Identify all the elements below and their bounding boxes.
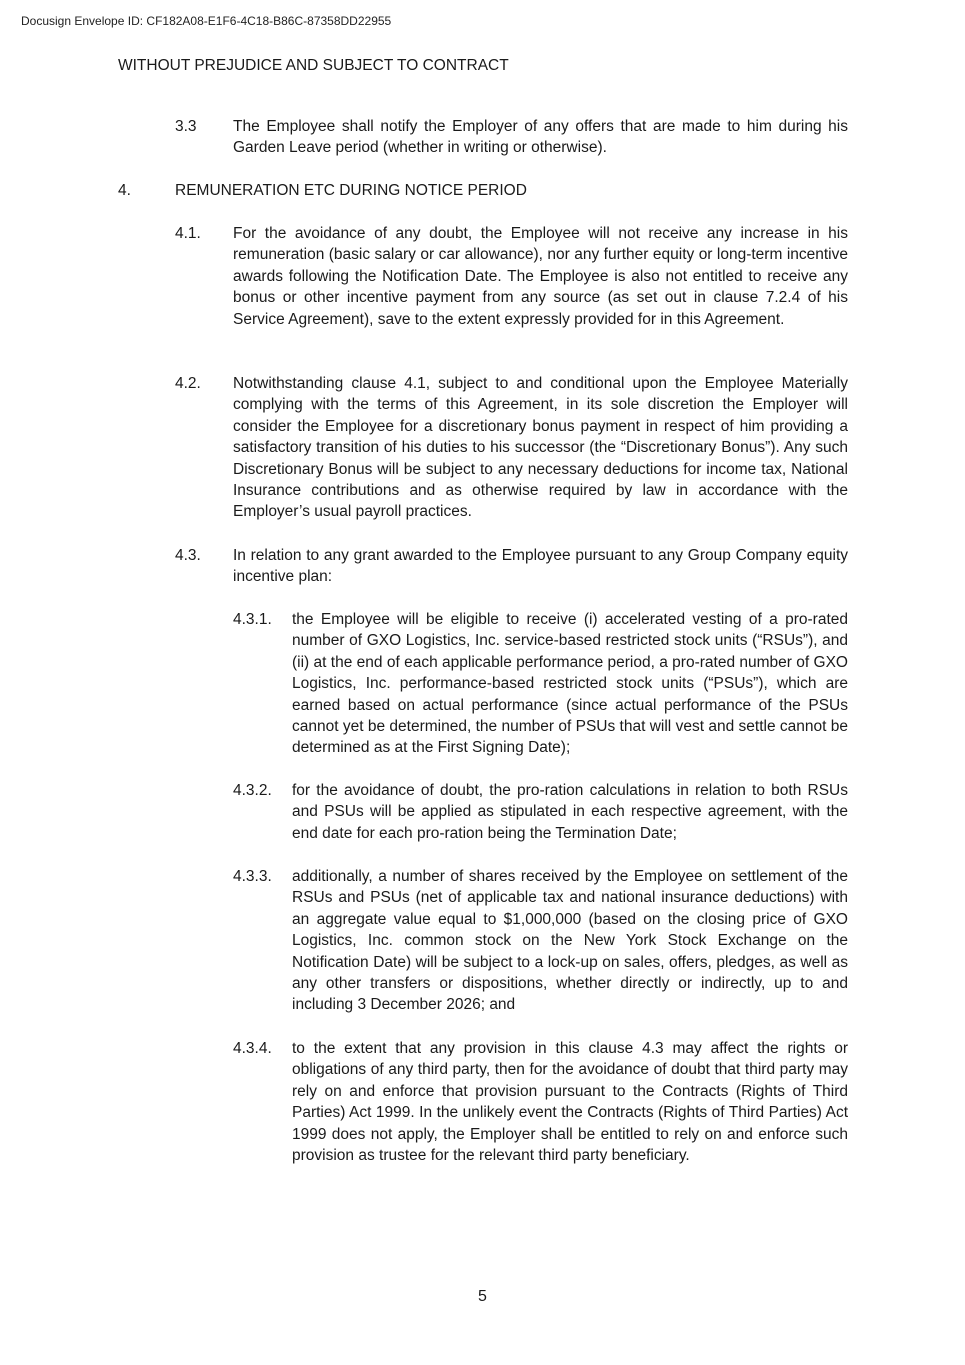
clause-number: 4.3.4. — [233, 1040, 272, 1057]
clause-text: additionally, a number of shares received by the Employee on settlement of the RSUs and PSUs (net of applicable tax and national insurance deductions) with an aggregate value equal to $1,000,000 (based on the closing price of GXO Logistics, Inc. common stock on the New York Stock Exchange on the Notification Date) will be subject to a lock-up on sales, offers, pledges, as well as any other transfers or dispositions, whether directly or indirectly, up to and including 3 December 2026; and — [292, 868, 848, 1014]
document-header: WITHOUT PREJUDICE AND SUBJECT TO CONTRACT — [118, 57, 509, 74]
clause-4-3-4 — [233, 1038, 848, 1166]
clause-number: 4.3.2. — [233, 782, 272, 799]
section-heading-4 — [118, 180, 527, 201]
clause-number: 4.2. — [175, 375, 201, 392]
clause-text: For the avoidance of any doubt, the Employee will not receive any increase in his remuneration (basic salary or car allowance), nor any further equity or long-term incentive awards following the Notification Date. The Employee is also not entitled to receive any bonus or other incentive payment from any source (as set out in clause 7.2.4 of his Service Agreement), save to the extent expressly provided for in this Agreement. — [233, 225, 848, 328]
section-number: 4. — [118, 182, 131, 199]
clause-text: In relation to any grant awarded to the Employee pursuant to any Group Company equity incentive plan: — [233, 547, 848, 586]
clause-4-3-3 — [233, 866, 848, 1016]
clause-text: the Employee will be eligible to receive (i) accelerated vesting of a pro-rated number of GXO Logistics, Inc. service-based restricted stock units (“RSUs”), and (ii) at the end of each applicable performance period, a pro-rated number of GXO Logistics, Inc. performance-based restricted stock units (“PSUs”), which are earned based on actual performance (since actual performance of the PSUs cannot yet be determined, the number of PSUs that will vest and settle cannot be determined as at the First Signing Date); — [292, 611, 848, 757]
clause-text: to the extent that any provision in this clause 4.3 may affect the rights or obligations of any third party, then for the avoidance of doubt that third party may rely on and enforce that provision pursuant to the Contracts (Rights of Third Parties) Act 1999. In the unlikely event the Contracts (Rights of Third Parties) Act 1999 does not apply, the Employer shall be entitled to rely on and enforce such provision as trustee for the relevant third party beneficiary. — [292, 1040, 848, 1165]
section-title: REMUNERATION ETC DURING NOTICE PERIOD — [175, 182, 527, 199]
clause-4-1 — [175, 223, 848, 330]
clause-4-2 — [175, 373, 848, 523]
envelope-id: Docusign Envelope ID: CF182A08-E1F6-4C18-B86C-87358DD22955 — [21, 14, 392, 28]
clause-number: 4.3. — [175, 547, 201, 564]
clause-4-3-1 — [233, 609, 848, 759]
clause-number: 4.1. — [175, 225, 201, 242]
clause-text: for the avoidance of doubt, the pro-ration calculations in relation to both RSUs and PSUs will be applied as stipulated in each respective agreement, with the end date for each pro-ration being the Termination Date; — [292, 782, 848, 842]
clause-4-3-2 — [233, 780, 848, 844]
clause-number: 4.3.1. — [233, 611, 272, 628]
clause-text: Notwithstanding clause 4.1, subject to and conditional upon the Employee Materially complying with the terms of this Agreement, in its sole discretion the Employer will consider the Employee for a discretionary bonus payment in respect of him providing a satisfactory transition of his duties to his successor (the “Discretionary Bonus”). Any such Discretionary Bonus will be subject to any necessary deductions for income tax, National Insurance contributions and as otherwise required by law in accordance with the Employer’s usual payroll practices. — [233, 375, 848, 521]
clause-3-3 — [175, 116, 848, 159]
clause-text: The Employee shall notify the Employer of any offers that are made to him during his Garden Leave period (whether in writing or otherwise). — [233, 118, 848, 157]
page-number: 5 — [478, 1288, 487, 1305]
clause-4-3 — [175, 545, 848, 588]
clause-number: 3.3 — [175, 118, 197, 135]
clause-number: 4.3.3. — [233, 868, 272, 885]
